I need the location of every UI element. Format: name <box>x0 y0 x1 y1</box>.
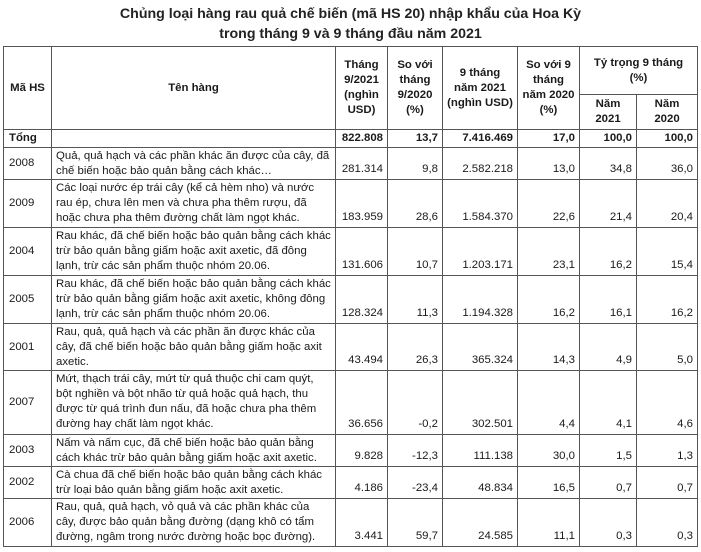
total-label: Tổng <box>4 130 52 148</box>
total-cmp-sep2020: 13,7 <box>388 130 443 148</box>
cell-cmp-ytd2020: 30,0 <box>518 435 580 467</box>
cell-share2020: 0,7 <box>637 467 698 499</box>
cell-share2020: 36,0 <box>637 148 698 180</box>
cell-code: 2006 <box>4 499 52 547</box>
total-name-cell <box>52 130 336 148</box>
total-sep2021: 822.808 <box>336 130 388 148</box>
header-name: Tên hàng <box>52 47 336 130</box>
cell-cmp-ytd2020: 16,2 <box>518 276 580 324</box>
header-code: Mã HS <box>4 47 52 130</box>
header-share-2020: Năm 2020 <box>637 95 698 130</box>
cell-sep2021: 36.656 <box>336 371 388 435</box>
cell-share2021: 16,2 <box>580 228 637 276</box>
cell-share2021: 16,1 <box>580 276 637 324</box>
cell-cmp-sep2020: 26,3 <box>388 324 443 371</box>
table-title <box>0 4 701 44</box>
table-row <box>4 499 698 547</box>
cell-cmp-sep2020: 9,8 <box>388 148 443 180</box>
cell-code: 2001 <box>4 324 52 371</box>
cell-name: Nấm và nấm cục, đã chế biến hoặc bảo quản bằng cách khác trừ bảo quản bằng giấm hoặc axit axetic. <box>52 435 336 467</box>
cell-share2021: 0,3 <box>580 499 637 547</box>
cell-ytd2021: 1.194.328 <box>443 276 518 324</box>
cell-cmp-sep2020: -12,3 <box>388 435 443 467</box>
table-row <box>4 148 698 180</box>
cell-sep2021: 43.494 <box>336 324 388 371</box>
table-row <box>4 435 698 467</box>
cell-cmp-ytd2020: 23,1 <box>518 228 580 276</box>
total-ytd2021: 7.416.469 <box>443 130 518 148</box>
cell-share2021: 34,8 <box>580 148 637 180</box>
cell-name: Rau, quả, quả hạch và các phần ăn được khác của cây, đã chế biến hoặc bảo quản bằng giấm hoặc axit axetic. <box>52 324 336 371</box>
total-share2021: 100,0 <box>580 130 637 148</box>
cell-cmp-sep2020: -23,4 <box>388 467 443 499</box>
cell-sep2021: 3.441 <box>336 499 388 547</box>
cell-cmp-sep2020: -0,2 <box>388 371 443 435</box>
table-row <box>4 467 698 499</box>
cell-code: 2009 <box>4 180 52 228</box>
cell-cmp-ytd2020: 16,5 <box>518 467 580 499</box>
cell-share2021: 21,4 <box>580 180 637 228</box>
cell-name: Rau khác, đã chế biến hoặc bảo quản bằng cách khác trừ bảo quản bằng giấm hoặc axit axetic, đã đông lạnh, trừ các sản phẩm thuộc nhóm 20.06. <box>52 228 336 276</box>
cell-sep2021: 9.828 <box>336 435 388 467</box>
cell-name: Rau khác, đã chế biến hoặc bảo quản bằng cách khác trừ bảo quản bằng giấm hoặc axit axetic, không đông lạnh, trừ các sản phẩm thuộc nhóm 20.06. <box>52 276 336 324</box>
cell-code: 2004 <box>4 228 52 276</box>
cell-share2020: 0,3 <box>637 499 698 547</box>
cell-ytd2021: 2.582.218 <box>443 148 518 180</box>
cell-name: Mứt, thạch trái cây, mứt từ quả thuộc chi cam quýt, bột nghiền và bột nhão từ quả hoặc quả hạch, thu được từ quá trình đun nấu, đã hoặc chưa pha thêm đường hay chất làm ngọt khác. <box>52 371 336 435</box>
cell-code: 2003 <box>4 435 52 467</box>
cell-name: Các loại nước ép trái cây (kể cả hèm nho) và nước rau ép, chưa lên men và chưa pha thêm rượu, đã hoặc chưa pha thêm đường chất làm ngọt khác. <box>52 180 336 228</box>
cell-ytd2021: 365.324 <box>443 324 518 371</box>
cell-ytd2021: 48.834 <box>443 467 518 499</box>
cell-share2020: 16,2 <box>637 276 698 324</box>
cell-share2021: 4,1 <box>580 371 637 435</box>
cell-ytd2021: 302.501 <box>443 371 518 435</box>
cell-sep2021: 131.606 <box>336 228 388 276</box>
table-row <box>4 180 698 228</box>
total-row <box>4 130 698 148</box>
header-sep2021: Tháng 9/2021 (nghìn USD) <box>336 47 388 130</box>
cell-share2020: 4,6 <box>637 371 698 435</box>
header-share: Tỷ trọng 9 tháng (%) <box>580 47 698 95</box>
cell-sep2021: 281.314 <box>336 148 388 180</box>
cell-ytd2021: 1.584.370 <box>443 180 518 228</box>
title-line-2: trong tháng 9 và 9 tháng đầu năm 2021 <box>219 26 482 42</box>
table-body <box>4 130 698 547</box>
table-row <box>4 324 698 371</box>
cell-share2021: 1,5 <box>580 435 637 467</box>
header-ytd2021: 9 tháng năm 2021 (nghìn USD) <box>443 47 518 130</box>
title-line-1: Chủng loại hàng rau quả chế biến (mã HS 20) nhập khẩu của Hoa Kỳ <box>119 6 582 22</box>
header-cmp-sep2020: So với tháng 9/2020 (%) <box>388 47 443 130</box>
cell-sep2021: 128.324 <box>336 276 388 324</box>
cell-ytd2021: 24.585 <box>443 499 518 547</box>
cell-share2020: 20,4 <box>637 180 698 228</box>
table-row <box>4 276 698 324</box>
header-cmp-ytd2020: So với 9 tháng năm 2020 (%) <box>518 47 580 130</box>
cell-share2021: 0,7 <box>580 467 637 499</box>
cell-code: 2002 <box>4 467 52 499</box>
table-row <box>4 228 698 276</box>
cell-name: Quả, quả hạch và các phần khác ăn được của cây, đã chế biến hoặc bảo quản bằng cách khác… <box>52 148 336 180</box>
cell-share2020: 1,3 <box>637 435 698 467</box>
cell-cmp-ytd2020: 22,6 <box>518 180 580 228</box>
cell-cmp-ytd2020: 14,3 <box>518 324 580 371</box>
cell-ytd2021: 1.203.171 <box>443 228 518 276</box>
total-share2020: 100,0 <box>637 130 698 148</box>
cell-code: 2008 <box>4 148 52 180</box>
cell-cmp-sep2020: 11,3 <box>388 276 443 324</box>
cell-sep2021: 183.959 <box>336 180 388 228</box>
header-share-2021: Năm 2021 <box>580 95 637 130</box>
cell-code: 2005 <box>4 276 52 324</box>
cell-cmp-sep2020: 59,7 <box>388 499 443 547</box>
cell-cmp-sep2020: 28,6 <box>388 180 443 228</box>
table-row <box>4 371 698 435</box>
cell-ytd2021: 111.138 <box>443 435 518 467</box>
cell-share2020: 15,4 <box>637 228 698 276</box>
cell-cmp-ytd2020: 13,0 <box>518 148 580 180</box>
cell-cmp-ytd2020: 11,1 <box>518 499 580 547</box>
total-cmp-ytd2020: 17,0 <box>518 130 580 148</box>
cell-name: Cà chua đã chế biến hoặc bảo quản bằng cách khác trừ loại bảo quản bằng giấm hoặc axit axetic. <box>52 467 336 499</box>
cell-name: Rau, quả, quả hạch, vỏ quả và các phần khác của cây, được bảo quản bằng đường (dạng khô có tẩm đường, ngâm trong nước đường hoặc bọc đường). <box>52 499 336 547</box>
import-table <box>3 46 698 547</box>
cell-code: 2007 <box>4 371 52 435</box>
cell-share2020: 5,0 <box>637 324 698 371</box>
cell-sep2021: 4.186 <box>336 467 388 499</box>
cell-cmp-sep2020: 10,7 <box>388 228 443 276</box>
cell-cmp-ytd2020: 4,4 <box>518 371 580 435</box>
cell-share2021: 4,9 <box>580 324 637 371</box>
